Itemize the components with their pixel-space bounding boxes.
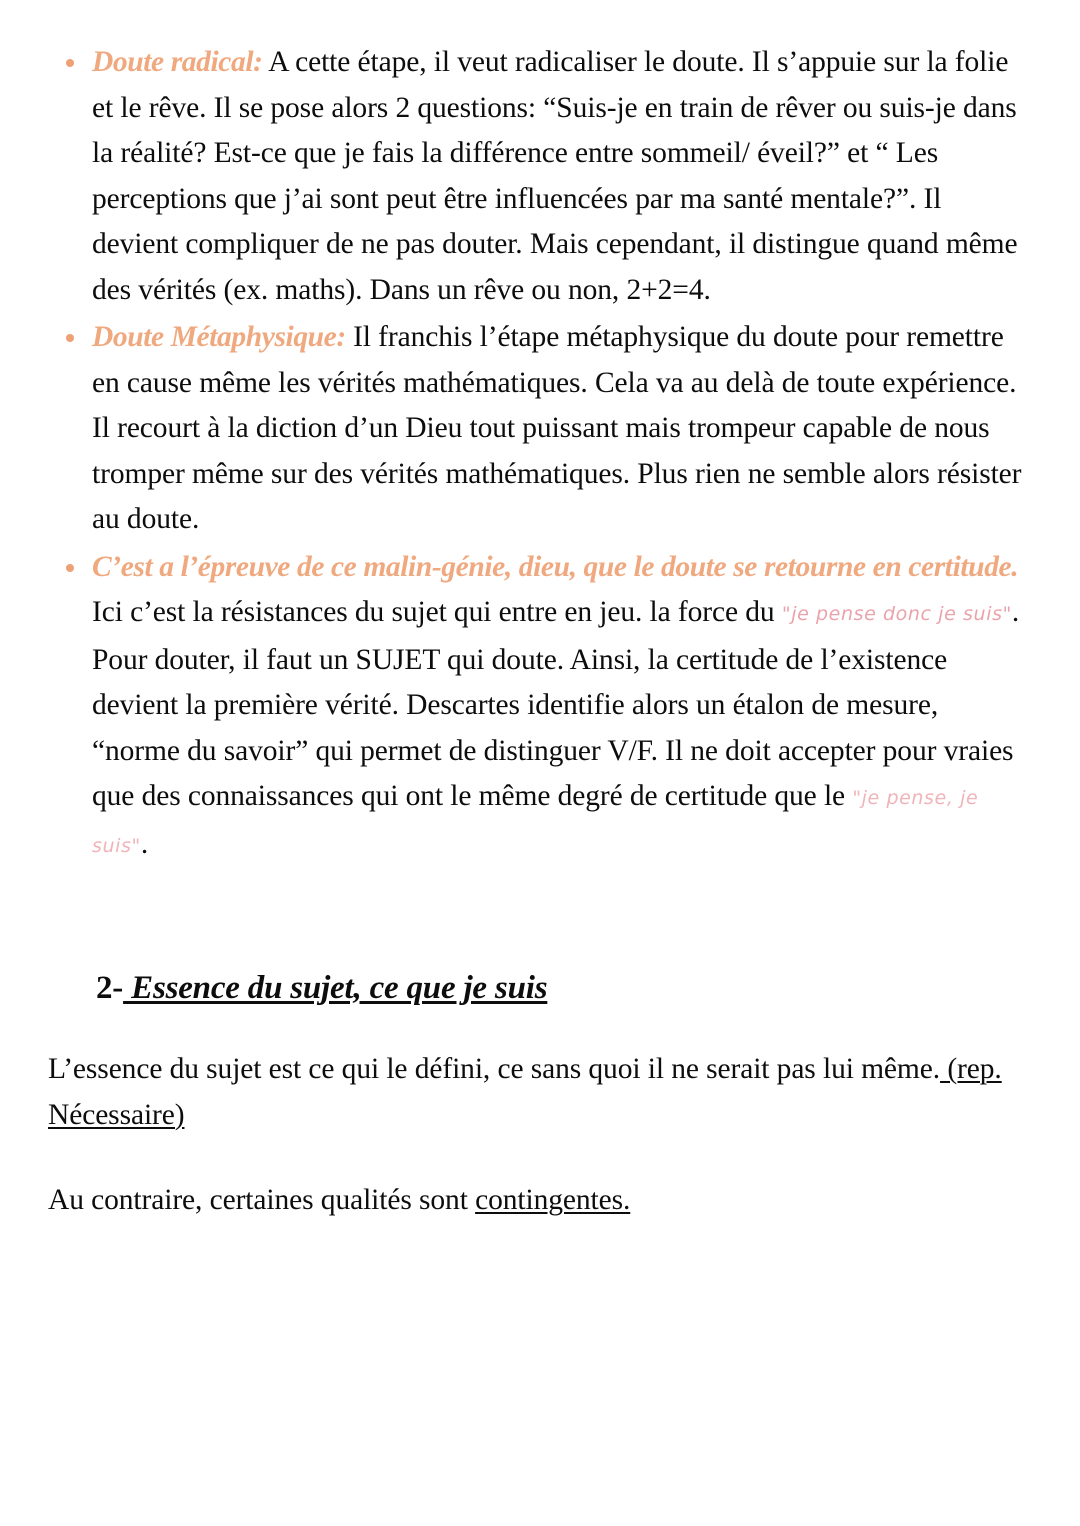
list-item xyxy=(48,315,1032,543)
paragraph-underlined-note: (rep. Nécessaire) xyxy=(48,1053,1002,1131)
paragraph-underlined-term: contingentes. xyxy=(475,1184,631,1216)
bullet-point-icon xyxy=(66,334,74,342)
bullet-body-text-part-1: Ici c’est la résistances du sujet qui entre en jeu. la force du xyxy=(92,596,782,628)
paragraph-contingent-qualities xyxy=(48,1178,1032,1224)
bullet-point-icon xyxy=(66,59,74,67)
bullet-body-text-part-3: . xyxy=(140,827,149,860)
section-spacer xyxy=(48,871,1032,967)
bullet-lead-label: Doute Métaphysique: xyxy=(92,321,346,353)
list-item xyxy=(48,40,1032,313)
section-heading xyxy=(96,967,1032,1009)
bullet-point-icon xyxy=(66,564,74,572)
paragraph-essence-definition xyxy=(48,1047,1032,1138)
paragraph-text: Au contraire, certaines qualités sont xyxy=(48,1184,476,1216)
bullet-body-text: A cette étape, il veut radicaliser le doute. Il s’appuie sur la folie et le rêve. Il se pose alors 2 questions: “Suis-je en train de rêver ou suis-je dans la réalité? Est-ce que je fais la différence entre sommeil/ éveil?” et “ Les perceptions que j’ai sont peut être influencées par ma santé mentale?”. Il devient compliquer de ne pas douter. Mais cependant, il distingue quand même des vérités (ex. maths). Dans un rêve ou non, 2+2=4. xyxy=(92,46,1018,306)
list-item xyxy=(48,545,1032,870)
handwritten-quote-cogito-short: "je pense, je suis" xyxy=(92,787,979,857)
handwritten-quote-cogito-full: "je pense donc je suis" xyxy=(781,603,1012,625)
bullet-lead-label: Doute radical: xyxy=(92,46,263,78)
notes-bullet-list xyxy=(48,40,1032,869)
section-number: 2- xyxy=(96,970,124,1006)
section-title: Essence du sujet, ce que je suis xyxy=(123,970,548,1006)
bullet-body-text: Il franchis l’étape métaphysique du doute pour remettre en cause même les vérités mathématiques. Cela va au delà de toute expérience. Il recourt à la diction d’un Dieu tout puissant mais trompeur capable de nous tromper même sur des vérités mathématiques. Plus rien ne semble alors résister au doute. xyxy=(92,321,1022,535)
bullet-body-text-part-2: . Pour douter, il faut un SUJET qui doute. Ainsi, la certitude de l’existence devient la première vérité. Descartes identifie alors un étalon de mesure, “norme du savoir” qui permet de distinguer V/F. Il ne doit accepter pour vraies que des connaissances qui ont le même degré de certitude que le xyxy=(92,596,1020,812)
bullet-lead-label: C’est a l’épreuve de ce malin-génie, dieu, que le doute se retourne en certitude. xyxy=(92,550,1019,583)
paragraph-text: L’essence du sujet est ce qui le défini, ce sans quoi il ne serait pas lui même. xyxy=(48,1053,941,1085)
